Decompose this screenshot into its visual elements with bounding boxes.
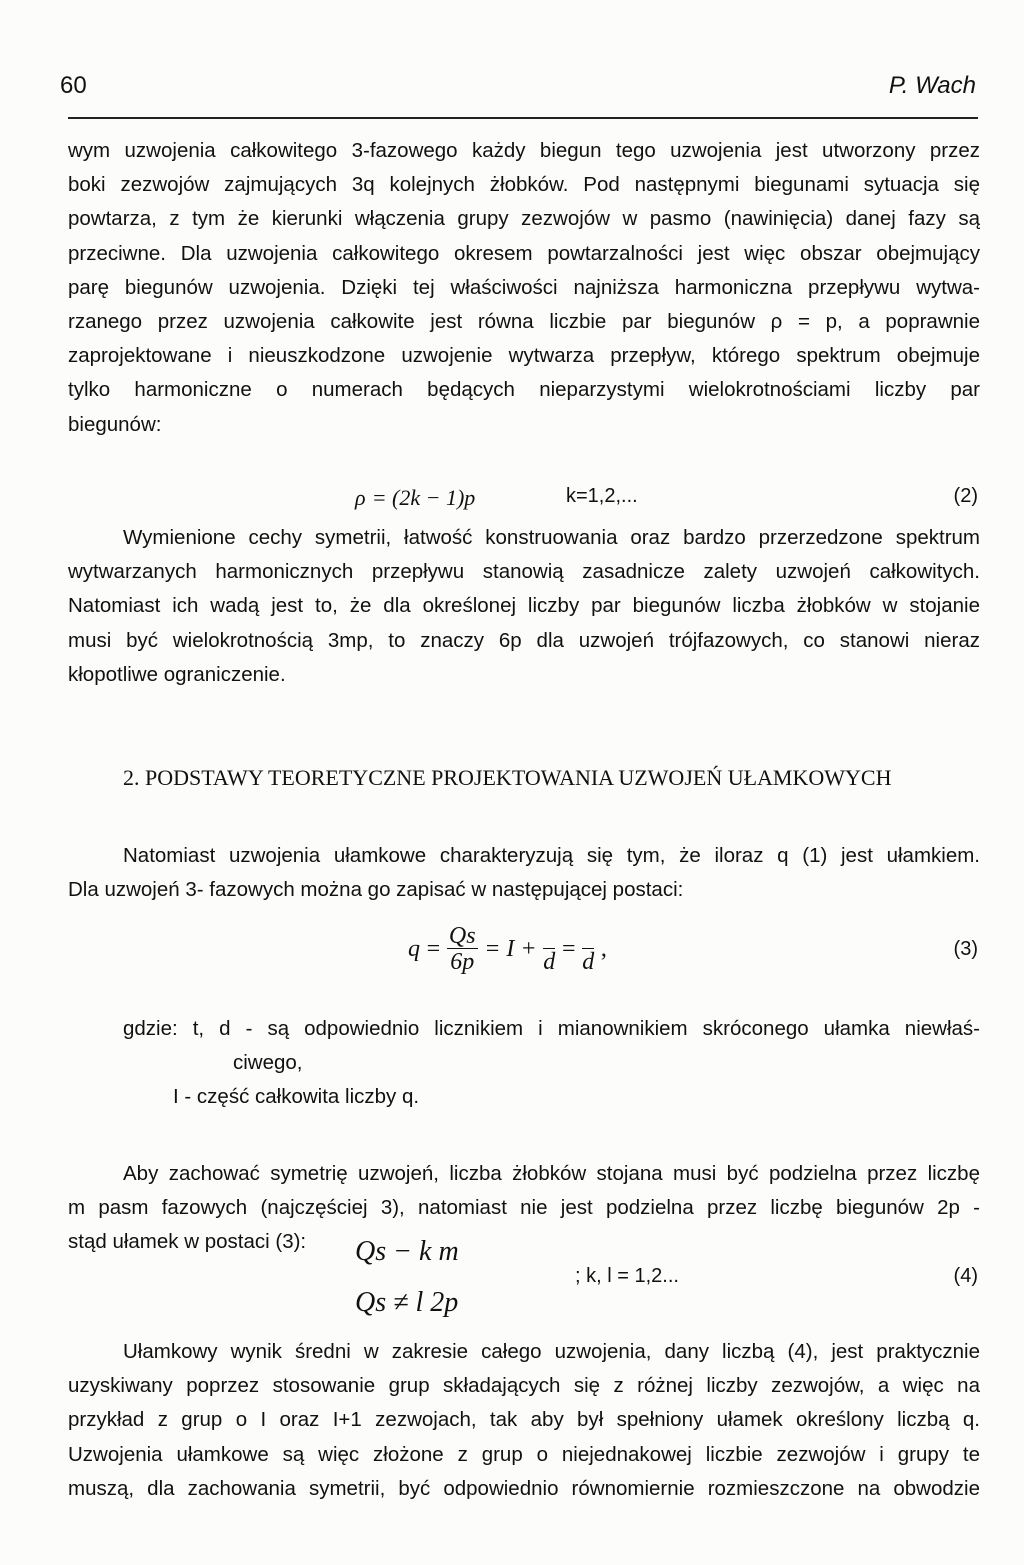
text-line: parę biegunów uzwojenia. Dzięki tej właściwości najniższa harmoniczna przepływu wytwa- — [68, 275, 980, 299]
text-line: biegunów: — [68, 412, 162, 436]
text-line: Natomiast ich wadą jest to, że dla określonej liczby par biegunów liczba żłobków w stojanie — [68, 594, 980, 618]
eq3-t-denominator: d — [543, 949, 556, 975]
text-line: uzyskiwany poprzez stosowanie grup składających się z różnej liczby zezwojów, a więc na — [68, 1374, 980, 1398]
eq3-denominator: 6p — [450, 949, 475, 975]
equation-3: q = $\frac{Qs}{6p}$ = I + d = d , — [408, 923, 607, 975]
text-line: Aby zachować symetrię uzwojeń, liczba żłobków stojana musi być podzielna przez liczbę — [123, 1162, 980, 1185]
text-line: Ułamkowy wynik średni w zakresie całego uzwojenia, dany liczbą (4), jest praktycznie — [123, 1340, 980, 1363]
where-line-2: ciwego, — [233, 1051, 303, 1075]
running-header-author: P. Wach — [888, 72, 976, 99]
text-line: m pasm fazowych (najczęściej 3), natomiast nie jest podzielna przez liczbę biegunów 2p - — [68, 1196, 980, 1220]
text-line: Uzwojenia ułamkowe są więc złożone z grup o niejednakowej liczbie zezwojów i grupy te — [68, 1442, 980, 1466]
eq2-number: (2) — [953, 485, 978, 507]
text-line: tylko harmoniczne o numerach będących nieparzystymi wielokrotnościami liczby par — [68, 378, 980, 402]
eq4-top: Qs − k m — [355, 1236, 459, 1267]
text-line: zaprojektowane i nieuszkodzone uzwojenie wytwarza przepływ, którego spektrum obejmuje — [68, 344, 980, 368]
section-heading: 2. PODSTAWY TEORETYCZNE PROJEKTOWANIA UZWOJEŃ UŁAMKOWYCH — [123, 765, 892, 790]
text-line: rzanego przez uzwojenia całkowite jest równa liczbie par biegunów ρ = p, a poprawnie — [68, 309, 980, 333]
text-line: muszą, dla zachowania symetrii, być odpowiednio równomiernie rozmieszczone na obwodzie — [68, 1476, 980, 1500]
text-line: musi być wielokrotnością 3mp, to znaczy 6p dla uzwojeń trójfazowych, co stanowi nieraz — [68, 628, 980, 652]
eq3-equals: = — [426, 935, 441, 962]
text-line: wym uzwojenia całkowitego 3-fazowego każdy biegun tego uzwojenia jest utworzony przez — [68, 139, 980, 162]
eq2-lhs: ρ — [355, 485, 366, 510]
paragraph-1 — [68, 134, 980, 442]
eq4-number: (4) — [953, 1265, 978, 1287]
text-line: przykład z grup o I oraz I+1 zezwojach, tak aby był spełniony ułamek określony liczbą q. — [68, 1408, 980, 1432]
where-line-3: I - część całkowita liczby q. — [173, 1085, 420, 1109]
paragraph-4 — [68, 1157, 980, 1260]
text-line: kłopotliwe ograniczenie. — [68, 662, 286, 686]
eq4-bottom: Qs ≠ l 2p — [355, 1287, 459, 1318]
eq3-fraction-qs — [447, 924, 478, 975]
eq3-number: (3) — [953, 938, 978, 960]
eq3-numerator: Qs — [448, 923, 476, 949]
eq3-q: q — [408, 935, 420, 962]
eq3-integer-part: = I + — [484, 935, 537, 962]
text-line: Natomiast uzwojenia ułamkowe charakteryzują się tym, że iloraz q (1) jest ułamkiem. — [123, 844, 980, 867]
eq2-rhs: = (2k − 1)p — [371, 485, 476, 510]
text-line: wytwarzanych harmonicznych przepływu stanowią zasadnicze zalety uzwojeń całkowitych. — [68, 560, 980, 584]
eq3-t-numerator — [543, 924, 555, 949]
eq4-condition: ; k, l = 1,2... — [575, 1265, 679, 1287]
paragraph-5 — [68, 1335, 980, 1506]
text-line: Dla uzwojeń 3- fazowych można go zapisać w następującej postaci: — [68, 878, 684, 902]
text-line: przeciwne. Dla uzwojenia całkowitego okresem powtarzalności jest więc obszar obejmujący — [68, 241, 980, 265]
where-list — [123, 1012, 980, 1115]
header-rule — [68, 117, 978, 119]
page-number: 60 — [60, 72, 87, 99]
eq3-fraction-n — [582, 924, 594, 975]
eq3-n-numerator — [582, 924, 594, 949]
paragraph-2 — [68, 521, 980, 692]
text-line: stąd ułamek w postaci (3): — [68, 1230, 307, 1254]
equation-2 — [355, 485, 475, 511]
eq2-range: k=1,2,... — [566, 485, 638, 507]
eq3-n-denominator: d — [582, 949, 595, 975]
where-line-1: gdzie: t, d - są odpowiednio licznikiem i mianownikiem skróconego ułamka niewłaś- — [123, 1017, 980, 1040]
eq3-fraction-t — [543, 924, 555, 975]
paragraph-3 — [68, 839, 980, 907]
text-line: boki zezwojów zajmujących 3q kolejnych żłobków. Pod następnymi biegunami sytuacja się — [68, 173, 980, 197]
text-line: Wymienione cechy symetrii, łatwość konstruowania oraz bardzo przerzedzone spektrum — [123, 526, 980, 549]
text-line: powtarza, z tym że kierunki włączenia grupy zezwojów w pasmo (nawinięcia) danej fazy są — [68, 207, 980, 231]
